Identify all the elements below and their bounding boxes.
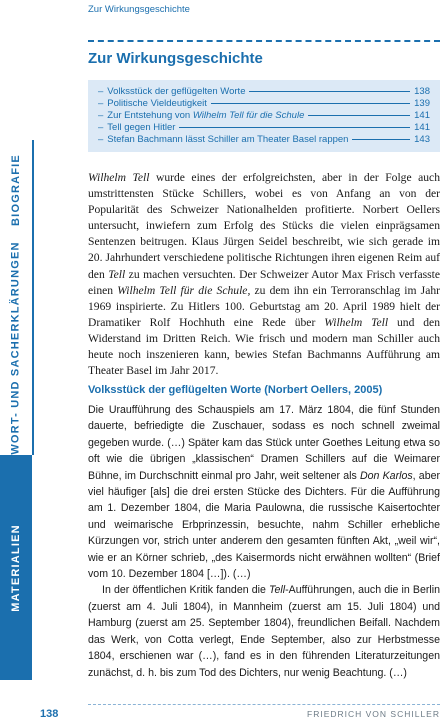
side-tab-materialien-label: MATERIALIEN [10,523,23,612]
page-number: 138 [40,708,59,720]
toc-leader [179,127,410,128]
side-tab-biografie-label: BIOGRAFIE [10,154,23,226]
side-tab-wort-und-sacherklaerungen[interactable] [0,240,34,455]
quote-paragraph: Die Uraufführung des Schauspiels am 17. März 1804, die fünf Stunden dauerte, befriedigte die Zuschauer, sodass es noch schnell zweimal gegeben wurde. (…) Später kam das Stück unter Goethes Leitung etwa so oft wie die übrigen „klassischen“ Dramen Schillers auf die Weimarer Bühne, im Durchschnitt einmal pro Jahr, weit seltener als Don Karlos, aber viel häufiger [als] die drei ersten Stücke des Dichters. Für die Aufführung am 1. Dezember 1804, die Maria Paulowna, die russische Kaisertochter und weimarische Erbprinzessin, besuchte, nahm Schiller erhebliche Kürzungen vor, strich unter anderem den gesamten fünften Akt, „weil wir“, wie er an Körner schrieb, „des Kaisermords nicht erwähnen wollten“ (Brief vom 10. Dezember 1804 […]). (…) [88,404,441,581]
quote-heading: Volksstück der geflügelten Worte (Norbert Oellers, 2005) [88,384,383,396]
toc-page-number: 141 [414,110,430,121]
table-of-contents [88,80,440,152]
side-tab-biografie[interactable] [0,140,34,240]
footer-author: FRIEDRICH VON SCHILLER [307,709,440,719]
toc-item[interactable]: – Volksstück der geflügelten Worte 138 [98,86,430,97]
quote-body [88,402,440,681]
toc-item[interactable]: – Politische Vieldeutigkeit 139 [98,98,430,109]
toc-leader [211,103,410,104]
toc-item-label: Tell gegen Hitler [107,122,176,133]
toc-item[interactable]: – Stefan Bachmann lässt Schiller am Theater Basel rappen 143 [98,134,430,145]
toc-item[interactable]: – Zur Entstehung von Wilhelm Tell für die Schule 141 [98,110,430,121]
footer-divider [88,704,440,705]
toc-item-label: Volksstück der geflügelten Worte [107,86,246,97]
side-tab-wort-label: WORT- UND SACHERKLÄRUNGEN [10,240,23,455]
quote-paragraph: In der öffentlichen Kritik fanden die Tell-Aufführungen, auch die in Berlin (zuerst am 4. Juli 1804), in Mannheim (zuerst am 15. Juli 1804) und Hamburg (zuerst am 25. September 1804), freundlichen Beifall. Nachdem das Werk, von Cotta verlegt, Ende September, also zur Herbstmesse 1804, erschienen war (…), fand es in den führenden Literaturzeitungen zunächst, d. h. bis zum Tod des Dichters, nur wenig Beachtung. (…) [88,584,440,679]
toc-page-number: 139 [414,98,430,109]
toc-item-label: Stefan Bachmann lässt Schiller am Theater Basel rappen [107,134,349,145]
toc-leader [308,115,410,116]
running-head: Zur Wirkungsgeschichte [88,4,190,15]
toc-page-number: 138 [414,86,430,97]
section-title: Zur Wirkungsgeschichte [88,50,263,67]
side-tab-materialien[interactable] [0,455,32,680]
toc-leader [352,139,410,140]
intro-paragraph: Wilhelm Tell wurde eines der erfolgreichsten, aber in der Folge auch umstrittensten Stücke Schillers, wobei es von Anfang an von der Popularität des Schweizer Nationalhelden profitierte. Norbert Oellers untersucht, inwiefern zum Erfolg des Stücks die vielen einprägsamen Sentenzen beitrugen. Klaus Jürgen Seidel beschreibt, wie sich gerade im 20. Jahrhundert verschiedene politische Richtungen ihren eigenen Reim auf den Tell zu machen versuchten. Der Schweizer Autor Max Frisch verfasste einen Wilhelm Tell für die Schule, zu dem ihn ein Terroranschlag im Jahr 1969 inspirierte. Zu Hitlers 100. Geburtstag am 20. April 1989 hielt der Dramatiker Rolf Hochhuth eine Rede über Wilhelm Tell und den Widerstand im Dritten Reich. Wie frisch und modern man Schiller auch heute noch inszenieren kann, bewies Stefan Bachmanns Aufführung am Theater Basel im Jahr 2017. [88,171,441,378]
toc-item-label: Zur Entstehung von Wilhelm Tell für die Schule [107,110,305,121]
toc-page-number: 143 [414,134,430,145]
header-divider [88,40,440,42]
toc-item[interactable]: – Tell gegen Hitler 141 [98,122,430,133]
toc-leader [249,91,410,92]
sidebar [0,0,32,720]
toc-item-label: Politische Vieldeutigkeit [107,98,207,109]
toc-page-number: 141 [414,122,430,133]
